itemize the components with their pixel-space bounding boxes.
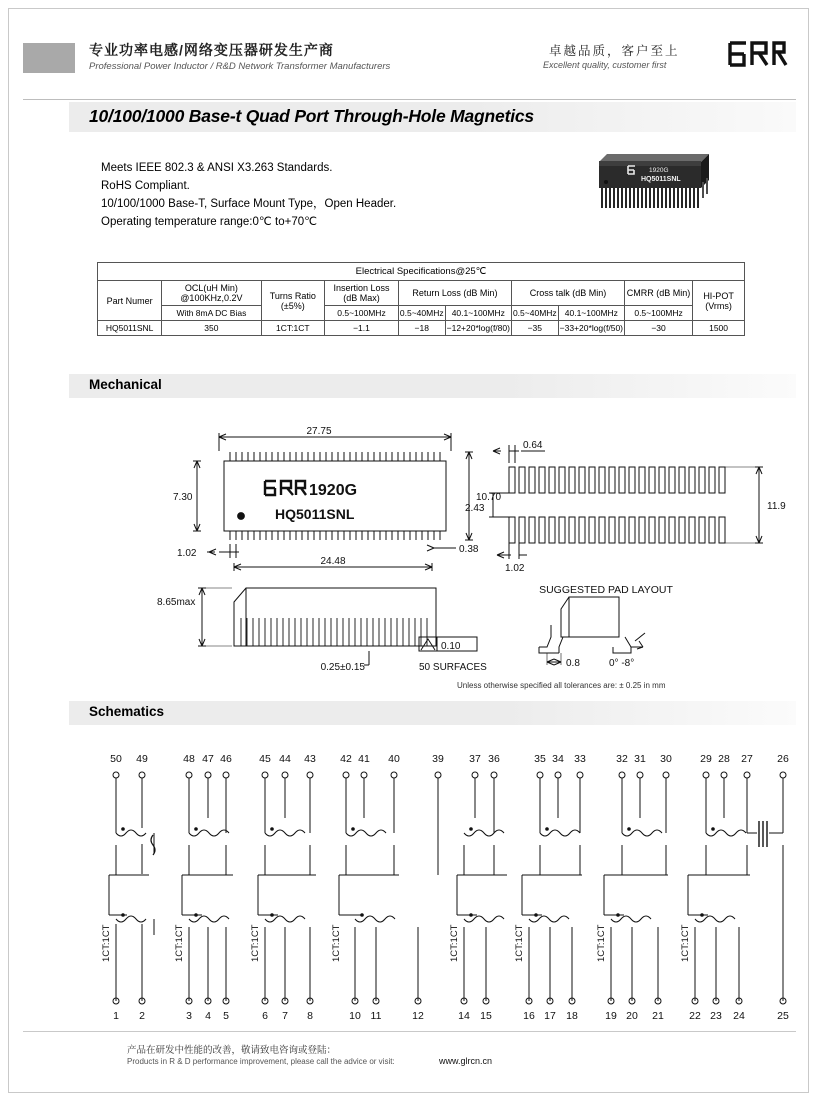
cell-return-low: −18 bbox=[398, 321, 445, 336]
th-cmrr: CMRR (dB Min) bbox=[625, 281, 693, 306]
svg-text:49: 49 bbox=[136, 753, 148, 765]
svg-text:4: 4 bbox=[205, 1010, 211, 1022]
page-title: 10/100/1000 Base-t Quad Port Through-Hole Magnetics bbox=[89, 106, 534, 126]
cell-turns: 1CT:1CT bbox=[261, 321, 325, 336]
svg-text:27: 27 bbox=[741, 753, 753, 765]
svg-text:15: 15 bbox=[480, 1010, 492, 1022]
svg-text:19: 19 bbox=[605, 1010, 617, 1022]
dim-pitch: 1.02 bbox=[177, 548, 197, 559]
svg-text:35: 35 bbox=[534, 753, 546, 765]
svg-text:36: 36 bbox=[488, 753, 500, 765]
svg-text:43: 43 bbox=[304, 753, 316, 765]
intro-line-1: Meets IEEE 802.3 & ANSI X3.263 Standards. bbox=[101, 162, 333, 174]
ratio-label: 1CT:1CT bbox=[101, 924, 112, 962]
section-title-schematics: Schematics bbox=[89, 704, 165, 719]
tolerance-note: Unless otherwise specified all tolerances are: ± 0.25 in mm bbox=[457, 681, 666, 690]
svg-text:8: 8 bbox=[307, 1010, 313, 1022]
svg-text:26: 26 bbox=[777, 753, 789, 765]
svg-text:29: 29 bbox=[700, 753, 712, 765]
th-ocl: OCL(uH Min) @100KHz,0.2V bbox=[162, 281, 261, 306]
dim-angle: 0° -8° bbox=[609, 658, 635, 669]
dim-lead-width: 0.38 bbox=[459, 544, 479, 555]
dim-pad-c: 1.02 bbox=[505, 563, 525, 574]
svg-text:1920G: 1920G bbox=[649, 167, 669, 174]
dim-flatness: 0.10 bbox=[441, 641, 461, 652]
cell-part: HQ5011SNL bbox=[98, 321, 162, 336]
dim-top-width: 27.75 bbox=[306, 426, 332, 437]
svg-text:23: 23 bbox=[710, 1010, 722, 1022]
company-name-cn: 专业功率电感/网络变压器研发生产商 bbox=[89, 42, 334, 58]
svg-text:30: 30 bbox=[660, 753, 672, 765]
glr-logo-icon bbox=[726, 37, 788, 71]
th-ct-freq-high: 40.1~100MHz bbox=[558, 306, 624, 321]
svg-text:6: 6 bbox=[262, 1010, 268, 1022]
svg-text:14: 14 bbox=[458, 1010, 470, 1022]
dim-side-height: 8.65max bbox=[157, 597, 196, 608]
intro-line-4: Operating temperature range:0℃ to+70℃ bbox=[101, 216, 318, 228]
cell-hipot: 1500 bbox=[693, 321, 745, 336]
drawing-chip-label1: 1920G bbox=[309, 482, 358, 499]
svg-text:1CT:1CT: 1CT:1CT bbox=[449, 924, 460, 962]
svg-text:16: 16 bbox=[523, 1010, 535, 1022]
svg-text:10: 10 bbox=[349, 1010, 361, 1022]
label-surfaces: 50 SURFACES bbox=[419, 662, 487, 673]
footer-text-en: Products in R & D performance improvement, please call the advice or visit: bbox=[127, 1057, 395, 1066]
electrical-spec-table bbox=[97, 262, 745, 336]
svg-text:32: 32 bbox=[616, 753, 628, 765]
svg-text:1: 1 bbox=[113, 1010, 119, 1022]
svg-text:3: 3 bbox=[186, 1010, 192, 1022]
page-header bbox=[9, 27, 810, 81]
section-header-schematics bbox=[69, 701, 796, 725]
cell-ocl: 350 bbox=[162, 321, 261, 336]
svg-text:1CT:1CT: 1CT:1CT bbox=[250, 924, 261, 962]
svg-text:11: 11 bbox=[370, 1010, 382, 1022]
th-ct-freq-low: 0.5~40MHz bbox=[511, 306, 558, 321]
intro-line-3: 10/100/1000 Base-T, Surface Mount Type，Open Header. bbox=[101, 198, 397, 210]
th-il-freq: 0.5~100MHz bbox=[325, 306, 399, 321]
spec-table-title: Electrical Specifications@25℃ bbox=[98, 263, 745, 281]
dim-lead-tol: 0.25±0.15 bbox=[320, 662, 365, 673]
svg-text:1CT:1CT: 1CT:1CT bbox=[174, 924, 185, 962]
footer-url[interactable]: www.glrcn.cn bbox=[439, 1056, 493, 1066]
svg-text:12: 12 bbox=[412, 1010, 424, 1022]
product-title-bar bbox=[69, 102, 796, 132]
svg-text:45: 45 bbox=[259, 753, 271, 765]
dim-body-width: 24.48 bbox=[320, 556, 346, 567]
header-divider bbox=[23, 99, 796, 100]
th-hipot: HI-POT (Vrms) bbox=[693, 281, 745, 321]
svg-text:46: 46 bbox=[220, 753, 232, 765]
svg-text:41: 41 bbox=[358, 753, 370, 765]
dim-pad-b: 2.43 bbox=[465, 503, 485, 514]
drawing-chip-label2: HQ5011SNL bbox=[275, 506, 355, 522]
product-photo bbox=[597, 152, 713, 212]
spec-header-row-1 bbox=[98, 281, 745, 306]
th-return-loss: Return Loss (dB Min) bbox=[398, 281, 511, 306]
svg-text:50: 50 bbox=[110, 753, 122, 765]
svg-text:48: 48 bbox=[183, 753, 195, 765]
th-cmrr-freq: 0.5~100MHz bbox=[625, 306, 693, 321]
drawing-chip-logo-icon bbox=[265, 481, 306, 495]
svg-text:1CT:1CT: 1CT:1CT bbox=[680, 924, 691, 962]
dim-left-height: 7.30 bbox=[173, 492, 193, 503]
dim-pad-a: 0.64 bbox=[523, 440, 543, 451]
intro-line-2: RoHS Compliant. bbox=[101, 180, 190, 192]
svg-text:22: 22 bbox=[689, 1010, 701, 1022]
svg-text:1CT:1CT: 1CT:1CT bbox=[596, 924, 607, 962]
th-cross-talk: Cross talk (dB Min) bbox=[511, 281, 624, 306]
cell-crosstalk-high: −33+20*log(f/50) bbox=[558, 321, 624, 336]
svg-text:39: 39 bbox=[432, 753, 444, 765]
svg-text:37: 37 bbox=[469, 753, 481, 765]
svg-text:33: 33 bbox=[574, 753, 586, 765]
th-part-number: Part Numer bbox=[98, 281, 162, 321]
svg-text:42: 42 bbox=[340, 753, 352, 765]
footer-text-cn: 产品在研发中性能的改善，敬请致电咨询或登陆： bbox=[127, 1045, 337, 1056]
pad-layout-title: SUGGESTED PAD LAYOUT bbox=[539, 584, 673, 596]
cell-return-high: −12+20*log(f/80) bbox=[445, 321, 511, 336]
svg-text:1CT:1CT: 1CT:1CT bbox=[514, 924, 525, 962]
svg-text:7: 7 bbox=[282, 1010, 288, 1022]
spec-header-row-2 bbox=[98, 306, 745, 321]
svg-text:34: 34 bbox=[552, 753, 564, 765]
spec-table-title-row bbox=[98, 263, 745, 281]
svg-text:25: 25 bbox=[777, 1010, 789, 1022]
section-title-mechanical: Mechanical bbox=[89, 377, 162, 392]
svg-text:47: 47 bbox=[202, 753, 214, 765]
cell-crosstalk-low: −35 bbox=[511, 321, 558, 336]
schematic-diagram bbox=[69, 749, 796, 1029]
svg-text:17: 17 bbox=[544, 1010, 556, 1022]
dim-foot-len: 0.8 bbox=[566, 658, 580, 669]
table-row bbox=[98, 321, 745, 336]
th-dc-bias: With 8mA DC Bias bbox=[162, 306, 261, 321]
th-rl-freq-high: 40.1~100MHz bbox=[445, 306, 511, 321]
svg-text:20: 20 bbox=[626, 1010, 638, 1022]
mechanical-drawing bbox=[69, 419, 796, 709]
th-insertion-loss: Insertion Loss (dB Max) bbox=[325, 281, 399, 306]
svg-text:5: 5 bbox=[223, 1010, 229, 1022]
footer-divider bbox=[23, 1031, 796, 1032]
svg-text:HQ5011SNL: HQ5011SNL bbox=[641, 176, 681, 183]
dim-pad-d: 11.9 bbox=[767, 501, 786, 512]
th-turns-ratio: Turns Ratio (±5%) bbox=[261, 281, 325, 321]
svg-text:1CT:1CT: 1CT:1CT bbox=[331, 924, 342, 962]
cell-cmrr: −30 bbox=[625, 321, 693, 336]
th-rl-freq-low: 0.5~40MHz bbox=[398, 306, 445, 321]
intro-block bbox=[101, 159, 396, 231]
svg-text:40: 40 bbox=[388, 753, 400, 765]
document-page bbox=[8, 8, 809, 1093]
company-name-en: Professional Power Inductor / R&D Network Transformer Manufacturers bbox=[89, 61, 391, 72]
dim-right-height: 10.70 bbox=[476, 492, 502, 503]
svg-text:21: 21 bbox=[652, 1010, 664, 1022]
svg-text:2: 2 bbox=[139, 1010, 145, 1022]
svg-text:18: 18 bbox=[566, 1010, 578, 1022]
slogan-cn: 卓越品质，客户至上 bbox=[549, 44, 680, 58]
svg-text:28: 28 bbox=[718, 753, 730, 765]
cell-insertion: −1.1 bbox=[325, 321, 399, 336]
svg-text:31: 31 bbox=[634, 753, 646, 765]
section-header-mechanical bbox=[69, 374, 796, 398]
slogan-en: Excellent quality, customer first bbox=[543, 60, 667, 70]
header-swatch bbox=[23, 43, 75, 73]
svg-text:24: 24 bbox=[733, 1010, 745, 1022]
svg-text:44: 44 bbox=[279, 753, 291, 765]
